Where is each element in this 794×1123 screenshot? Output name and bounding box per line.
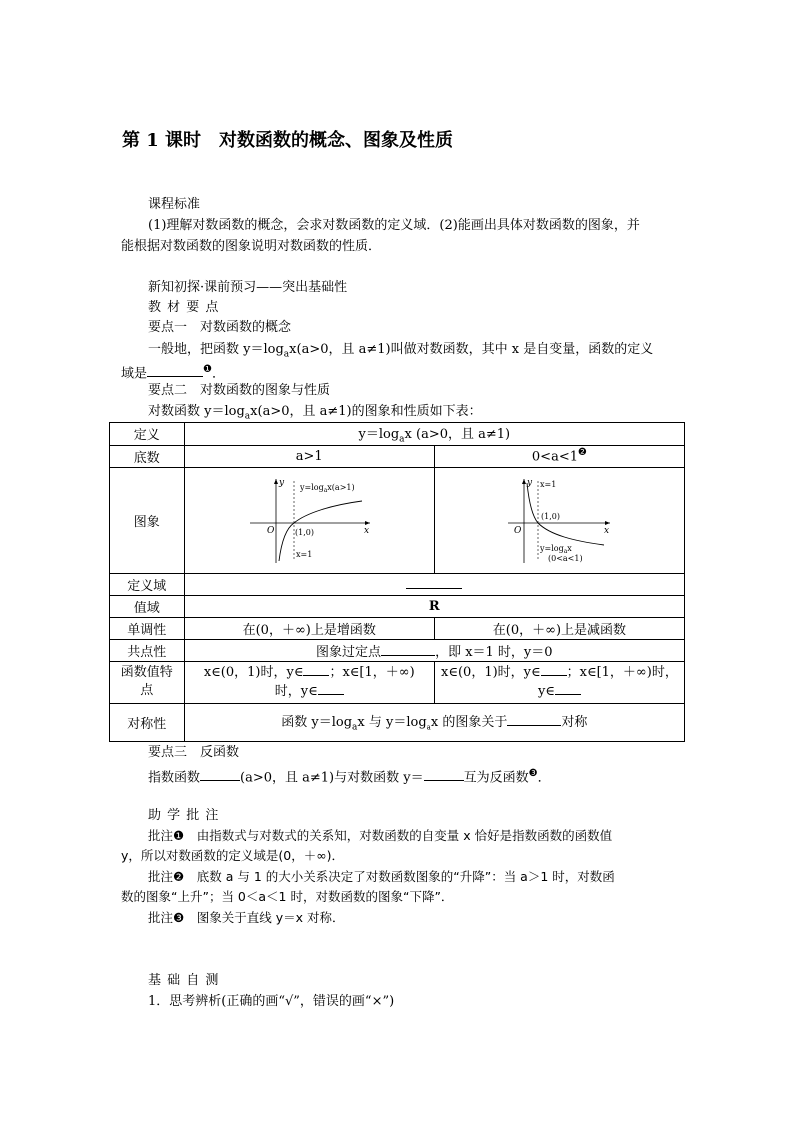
table-row	[110, 445, 685, 467]
notes-heading: 助 学 批 注	[148, 808, 220, 823]
note-3-line-1: 批注❸ 图象关于直线 y＝x 对称．	[148, 910, 345, 925]
point1-heading: 要点一 对数函数的概念	[148, 320, 292, 335]
base-label: 底数	[110, 445, 185, 467]
exp-function-blank[interactable]	[200, 768, 240, 781]
values-right-blank-1[interactable]	[541, 663, 567, 676]
monotonic-label: 单调性	[110, 617, 185, 639]
monotonic-right: 在(0，＋∞)上是减函数	[434, 617, 684, 639]
table-row	[110, 661, 685, 703]
curve-condition: (0<a<1)	[548, 554, 584, 564]
graph-increasing	[244, 475, 374, 565]
base-right: $0<a<1^❷$	[434, 445, 684, 467]
self-test-heading: 基 础 自 测	[148, 973, 220, 988]
values-label: 函数值特 点	[110, 661, 185, 703]
origin-label: O	[514, 526, 522, 537]
domain-table-blank[interactable]	[406, 576, 462, 589]
note-1-line-1: 批注❶ 由指数式与对数式的关系知，对数函数的自变量 x 恰好是指数函数的函数值	[148, 828, 613, 843]
range-label: 值域	[110, 595, 185, 617]
table-row	[110, 639, 685, 661]
table-row	[110, 617, 685, 639]
values-right-blank-2[interactable]	[555, 682, 581, 695]
origin-label: O	[267, 526, 275, 537]
point-label: (1,0)	[295, 528, 315, 538]
point3-line: 指数函数 (a>0，且 a≠1)与对数函数 y＝ 互为反函数$^❸$．	[148, 768, 551, 786]
table-row	[110, 595, 685, 617]
monotonic-left: 在(0，＋∞)上是增函数	[184, 617, 434, 639]
values-left: x∈(0，1)时，y∈ ；x∈[1，＋∞) 时，y∈	[184, 661, 434, 703]
standard-line-2: 能根据对数函数的图象说明对数函数的性质．	[121, 239, 382, 254]
textbook-points-heading: 教 材 要 点	[148, 300, 220, 315]
note-1-line-2: y，所以对数函数的定义域是(0，＋∞)．	[121, 848, 345, 863]
log-curve-decreasing	[527, 483, 604, 545]
fixed-point-blank[interactable]	[381, 643, 435, 656]
log-curve-increasing	[279, 501, 362, 561]
graph-decreasing	[504, 475, 614, 565]
point2-intro: 对数函数 $y=\log_ax(a>0$，且 a≠1)的图象和性质如下表：	[148, 404, 482, 422]
graph-left-cell	[184, 467, 434, 573]
point-label: (1,0)	[541, 512, 561, 522]
asymptote-label: x=1	[296, 550, 313, 560]
table-row	[110, 703, 685, 741]
standard-heading: 课程标准	[148, 197, 201, 212]
log-function-blank[interactable]	[424, 768, 464, 781]
page-title: 第 1 课时 对数函数的概念、图象及性质	[122, 130, 454, 151]
common-point-value: 图象过定点 ，即 x＝1 时，y＝0	[184, 639, 684, 661]
definition-value: $y=\log_ax$ (a>0，且 a≠1)	[184, 423, 684, 446]
table-row	[110, 573, 685, 595]
common-point-label: 共点性	[110, 639, 185, 661]
graph-right-cell	[434, 467, 684, 573]
range-value: R	[184, 595, 684, 617]
y-axis-label: y	[279, 478, 285, 489]
values-left-blank-2[interactable]	[318, 682, 344, 695]
symmetry-value: 函数 $y=\log_ax$ 与 $y=\log_ax$ 的图象关于 对称	[184, 703, 684, 741]
x-axis-arrow	[365, 521, 370, 525]
y-axis-label: y	[527, 478, 533, 489]
base-left: a>1	[184, 445, 434, 467]
point1-line-2: 域是 $^❶$．	[121, 364, 225, 382]
point3-heading: 要点三 反函数	[148, 745, 240, 760]
properties-table	[109, 422, 685, 742]
y-axis-arrow	[522, 479, 526, 484]
graph-label: 图象	[110, 467, 185, 573]
x-axis-label: x	[604, 526, 610, 537]
curve-label: $y=\log_ax(a>1)$	[300, 483, 355, 495]
values-right: x∈(0，1)时，y∈ ；x∈[1，＋∞)时， y∈	[434, 661, 684, 703]
domain-blank[interactable]	[147, 364, 203, 377]
self-test-item-1: 1．思考辨析(正确的画“√”，错误的画“×”)	[148, 994, 395, 1009]
x-axis-label: x	[364, 526, 370, 537]
symmetry-blank[interactable]	[507, 713, 561, 726]
table-row	[110, 423, 685, 446]
x-axis-arrow	[605, 521, 610, 525]
table-row	[110, 467, 685, 573]
asymptote-label: x=1	[540, 480, 557, 490]
note-2-line-1: 批注❷ 底数 a 与 1 的大小关系决定了对数函数图象的“升降”：当 a＞1 时，对数函	[148, 869, 615, 884]
symmetry-label: 对称性	[110, 703, 185, 741]
domain-label: 定义域	[110, 573, 185, 595]
y-axis-arrow	[274, 479, 278, 484]
definition-label: 定义	[110, 423, 185, 446]
point2-heading: 要点二 对数函数的图象与性质	[148, 383, 331, 398]
domain-value	[184, 573, 684, 595]
standard-line-1: (1)理解对数函数的概念，会求对数函数的定义域．(2)能画出具体对数函数的图象，并	[148, 218, 640, 233]
curve-label: $y=\log_ax$	[540, 544, 573, 556]
point1-line-1: 一般地，把函数 $y=\log_ax(a>0$，且 a≠1)叫做对数函数，其中 x 是自变量，函数的定义	[148, 342, 654, 360]
values-left-blank-1[interactable]	[303, 663, 329, 676]
preview-heading: 新知初探·课前预习——突出基础性	[148, 280, 348, 295]
note-2-line-2: 数的图象“上升”；当 0＜a＜1 时，对数函数的图象“下降”．	[121, 889, 454, 904]
